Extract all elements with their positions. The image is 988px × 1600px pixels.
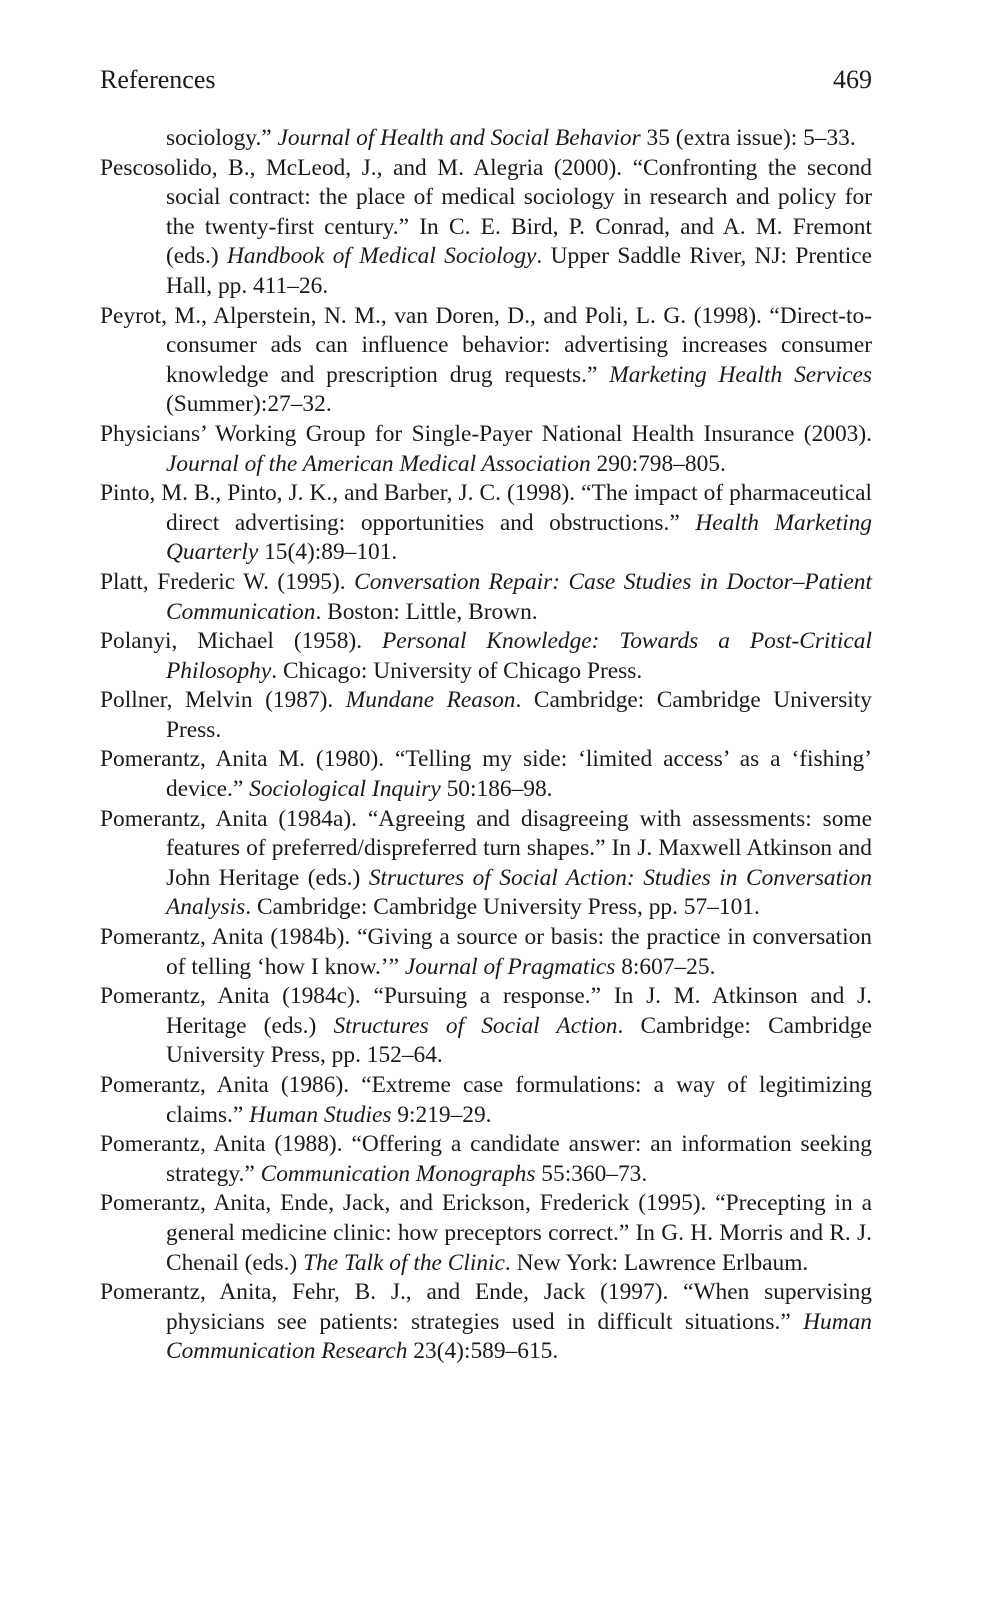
reference-text: 9:219–29. [391, 1101, 492, 1128]
reference-title-italic: Human Communication Research [166, 1308, 872, 1365]
reference-title-italic: Handbook of Medical Sociology [226, 243, 537, 270]
running-head-title: References [100, 65, 216, 94]
reference-text: Pomerantz, Anita (1986). “Extreme case formulations: a way of legitimizing claims.” [100, 1072, 872, 1128]
reference-text: Pomerantz, Anita (1984c). “Pursuing a response.” In J. M. Atkinson and J. Heritage (eds.) [100, 983, 872, 1039]
reference-entry [100, 479, 872, 568]
reference-entry [100, 1278, 872, 1367]
reference-entry [100, 1130, 872, 1189]
reference-text: 290:798–805. [590, 450, 726, 477]
reference-title-italic: Mundane Reason [345, 687, 516, 714]
reference-text: Pollner, Melvin (1987). [100, 687, 346, 714]
reference-entry [100, 1189, 872, 1278]
reference-title-italic: Communication Monographs [260, 1160, 536, 1187]
reference-text: (Summer):27–32. [166, 391, 332, 418]
reference-text: 8:607–25. [615, 953, 716, 980]
reference-title-italic: Marketing Health Services [609, 361, 872, 388]
reference-title-italic: Journal of the American Medical Association [166, 450, 591, 477]
reference-text: 15(4):89–101. [258, 539, 398, 566]
reference-title-italic: Human Studies [249, 1101, 392, 1128]
reference-list [100, 124, 872, 1367]
reference-text: Pomerantz, Anita (1984b). “Giving a source or basis: the practice in conversation of telling ‘how I know.’” [100, 924, 872, 980]
reference-title-italic: The Talk of the Clinic [303, 1249, 505, 1276]
reference-entry [100, 124, 872, 154]
reference-entry [100, 805, 872, 923]
reference-text: 50:186–98. [440, 776, 553, 803]
reference-title-italic: Structures of Social Action [333, 1012, 618, 1039]
reference-text: . Upper Saddle River, NJ: Prentice Hall, pp. 411–26. [166, 243, 872, 299]
reference-text: Pomerantz, Anita, Ende, Jack, and Erickson, Frederick (1995). “Precepting in a general medicine clinic: how preceptors correct.” In G. H. Morris and R. J. Chenail (eds.) [100, 1190, 872, 1276]
reference-text: sociology.” [166, 125, 278, 151]
reference-title-italic: Journal of Pragmatics [404, 953, 616, 980]
reference-text: . Chicago: University of Chicago Press. [271, 657, 643, 684]
reference-entry [100, 1071, 872, 1130]
reference-text: Pinto, M. B., Pinto, J. K., and Barber, J. C. (1998). “The impact of pharmaceutical direct advertising: opportunities and obstructions.” [100, 480, 872, 536]
reference-entry [100, 420, 872, 479]
page-number: 469 [833, 65, 872, 94]
reference-entry [100, 982, 872, 1071]
reference-title-italic: Conversation Repair: Case Studies in Doctor–Patient Communication [166, 568, 872, 625]
reference-text: Peyrot, M., Alperstein, N. M., van Doren, D., and Poli, L. G. (1998). “Direct-to-consumer ads can influence behavior: advertising increases consumer knowledge and prescription drug requests.” [100, 302, 872, 388]
reference-title-italic: Structures of Social Action: Studies in Conversation Analysis [166, 864, 873, 921]
reference-entry [100, 923, 872, 982]
reference-text: Physicians’ Working Group for Single-Payer National Health Insurance (2003). [100, 420, 872, 447]
reference-text: . New York: Lawrence Erlbaum. [504, 1249, 809, 1276]
reference-text: . Cambridge: Cambridge University Press. [166, 687, 872, 743]
reference-entry [100, 686, 872, 745]
reference-title-italic: Health Marketing Quarterly [166, 509, 872, 566]
reference-text: 55:360–73. [535, 1160, 648, 1187]
reference-text: Pomerantz, Anita (1988). “Offering a candidate answer: an information seeking strategy.” [100, 1131, 872, 1187]
reference-text: Platt, Frederic W. (1995). [100, 568, 355, 595]
reference-text: . Boston: Little, Brown. [315, 598, 538, 625]
reference-text: Pescosolido, B., McLeod, J., and M. Alegria (2000). “Confronting the second social contract: the place of medical sociology in research and policy for the twenty-first century.” In C. E. Bird, P. Conrad, and A. M. Fremont (eds.) [100, 154, 872, 270]
reference-text: Polanyi, Michael (1958). [100, 628, 382, 655]
reference-entry [100, 568, 872, 627]
reference-text: 23(4):589–615. [407, 1338, 559, 1365]
reference-text: . Cambridge: Cambridge University Press, pp. 152–64. [166, 1012, 872, 1069]
reference-text: Pomerantz, Anita (1984a). “Agreeing and disagreeing with assessments: some features of preferred/dispreferred turn shapes.” In J. Maxwell Atkinson and John Heritage (eds.) [100, 805, 872, 891]
reference-entry [100, 627, 872, 686]
reference-text: . Cambridge: Cambridge University Press, pp. 57–101. [245, 894, 760, 921]
reference-title-italic: Sociological Inquiry [249, 776, 441, 803]
reference-entry [100, 154, 872, 302]
page-header [100, 60, 872, 100]
reference-text: Pomerantz, Anita, Fehr, B. J., and Ende, Jack (1997). “When supervising physicians see patients: strategies used in difficult situations.” [100, 1279, 872, 1335]
reference-text: Pomerantz, Anita M. (1980). “Telling my side: ‘limited access’ as a ‘fishing’ device.” [100, 746, 872, 803]
reference-entry [100, 302, 872, 420]
reference-entry [100, 745, 872, 804]
reference-title-italic: Journal of Health and Social Behavior [277, 125, 641, 151]
reference-title-italic: Personal Knowledge: Towards a Post-Critical Philosophy [166, 628, 872, 684]
reference-text: 35 (extra issue): 5–33. [640, 125, 856, 151]
